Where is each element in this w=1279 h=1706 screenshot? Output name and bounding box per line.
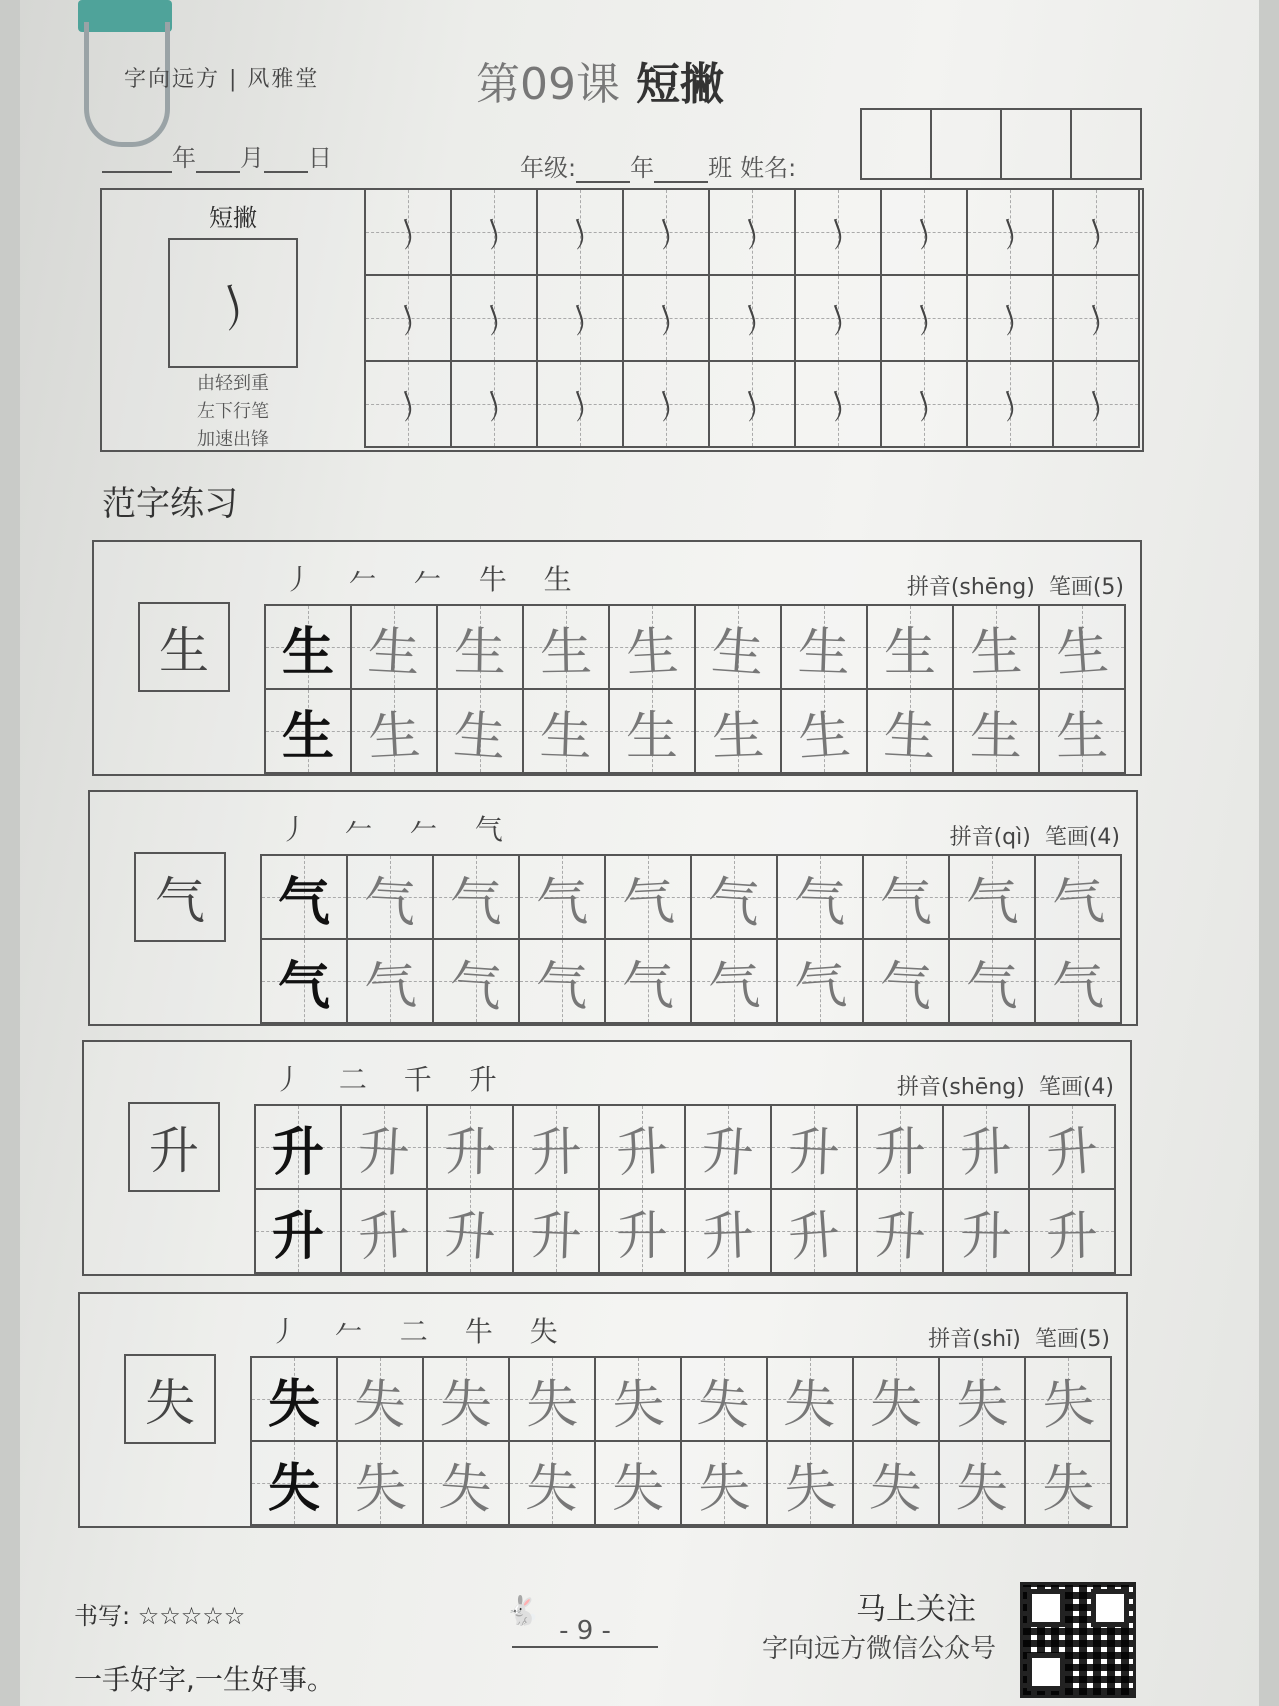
section-title: 范字练习: [102, 484, 238, 524]
handwritten-character: 气: [1051, 956, 1105, 1017]
stroke-practice-cell: [882, 190, 968, 276]
practice-cell: [940, 1442, 1026, 1526]
handwritten-character: 升: [441, 1204, 498, 1269]
handwritten-character: 生: [796, 621, 851, 684]
handwritten-character: 生: [538, 705, 593, 768]
character-practice-block: [82, 1040, 1132, 1276]
stroke-order: 丿 𠂉 𠂉 牛 生: [284, 563, 586, 596]
handwritten-character: 生: [969, 706, 1023, 767]
pinyin: 拼音(qì): [949, 825, 1031, 850]
practice-cell: [352, 690, 438, 774]
stroke-glyph: 丿: [473, 296, 517, 344]
lesson-name: 短撇: [636, 59, 724, 110]
practice-cell: [262, 856, 348, 940]
practice-cell: [686, 1190, 772, 1274]
practice-cell: [252, 1358, 338, 1442]
rating: 书写: ☆☆☆☆☆: [74, 1602, 246, 1630]
slogan: 一手好字,一生好事。: [74, 1663, 335, 1696]
handwritten-character: 升: [443, 1122, 497, 1183]
handwritten-character: 生: [796, 704, 853, 769]
pinyin-stroke-info: [950, 820, 1120, 851]
character-practice-block: [88, 790, 1138, 1026]
handwritten-character: 升: [786, 1204, 843, 1269]
practice-cell: [256, 1190, 342, 1274]
example-character: 升: [271, 1121, 324, 1183]
handwritten-character: 气: [792, 954, 849, 1019]
stroke-practice-cell: [452, 276, 538, 362]
stroke-glyph: 丿: [645, 210, 689, 258]
practice-cell: [950, 940, 1036, 1024]
handwritten-character: 升: [786, 1121, 841, 1184]
handwritten-character: 升: [1045, 1206, 1099, 1267]
practice-cell: [1040, 606, 1126, 690]
grade-class-line: 年级: 年 班 姓名:: [520, 154, 797, 182]
example-character: 气: [277, 871, 330, 933]
stroke-practice-cell: [1054, 190, 1140, 276]
pinyin: 拼音(shēng): [906, 575, 1035, 600]
stroke-order: 丿 𠂉 𠂉 气: [280, 813, 517, 846]
handwritten-character: 生: [366, 621, 422, 684]
practice-cell: [610, 606, 696, 690]
handwritten-character: 失: [697, 1457, 752, 1520]
stroke-practice-cell: [624, 276, 710, 362]
pinyin-stroke-info: [897, 1070, 1114, 1101]
handwritten-character: 升: [873, 1122, 926, 1183]
stroke-practice-cell: [452, 190, 538, 276]
practice-cell: [944, 1190, 1030, 1274]
lesson-title: [476, 48, 724, 112]
character-grid: [260, 854, 1122, 1024]
practice-cell: [428, 1106, 514, 1190]
practice-cell: [944, 1106, 1030, 1190]
example-character: 失: [267, 1373, 320, 1435]
stroke-glyph: 丿: [559, 210, 603, 258]
stroke-practice-cell: [452, 362, 538, 448]
stroke-practice-cell: [710, 362, 796, 448]
handwritten-character: 失: [955, 1373, 1010, 1436]
stroke-practice-cell: [538, 362, 624, 448]
page-number: - 9 -: [512, 1616, 658, 1648]
stroke-count: 笔画(5): [1048, 575, 1124, 600]
practice-cell: [514, 1190, 600, 1274]
handwritten-character: 升: [699, 1120, 756, 1185]
practice-cell: [854, 1442, 940, 1526]
model-character-box: 生: [138, 602, 230, 692]
practice-cell: [1036, 856, 1122, 940]
stroke-practice-cell: [968, 276, 1054, 362]
practice-cell: [696, 690, 782, 774]
stroke-glyph: 丿: [817, 210, 861, 258]
practice-cell: [262, 940, 348, 1024]
stroke-glyph: 丿: [559, 296, 603, 344]
brand-logo: 字向远方 | 风雅堂: [124, 67, 320, 92]
handwritten-character: 气: [792, 871, 847, 934]
practice-cell: [782, 690, 868, 774]
stroke-order: 丿 二 千 升: [274, 1063, 511, 1096]
account-text: 字向远方微信公众号: [762, 1634, 997, 1664]
handwritten-character: 生: [882, 705, 938, 768]
example-character: 生: [281, 705, 334, 767]
stroke-practice-cell: [796, 190, 882, 276]
stroke-glyph: 丿: [559, 382, 603, 430]
handwritten-character: 气: [362, 871, 418, 934]
stroke-practice-cell: [882, 276, 968, 362]
stroke-glyph: 丿: [473, 382, 517, 430]
model-character-box: 失: [124, 1354, 216, 1444]
practice-cell: [434, 940, 520, 1024]
practice-cell: [1026, 1442, 1112, 1526]
practice-cell: [682, 1442, 768, 1526]
practice-cell: [868, 690, 954, 774]
stroke-glyph: 丿: [989, 382, 1033, 430]
stroke-glyph: 丿: [645, 382, 689, 430]
practice-cell: [266, 606, 352, 690]
practice-cell: [510, 1442, 596, 1526]
handwritten-character: 升: [528, 1205, 583, 1268]
handwritten-character: 气: [449, 872, 503, 933]
handwritten-character: 失: [437, 1456, 494, 1521]
stroke-practice-cell: [710, 276, 796, 362]
practice-cell: [606, 856, 692, 940]
stroke-glyph: 丿: [387, 210, 431, 258]
practice-cell: [342, 1106, 428, 1190]
handwritten-character: 气: [534, 955, 589, 1018]
example-character: 气: [277, 955, 330, 1017]
practice-cell: [1030, 1190, 1116, 1274]
handwritten-character: 升: [356, 1205, 412, 1268]
practice-cell: [596, 1442, 682, 1526]
handwritten-character: 升: [1044, 1120, 1101, 1185]
handwritten-character: 生: [711, 705, 766, 768]
handwritten-character: 生: [625, 706, 678, 767]
handwritten-character: 失: [695, 1372, 752, 1437]
stroke-practice-cell: [538, 276, 624, 362]
rabbit-icon: 🐇: [505, 1594, 540, 1627]
stroke-practice-cell: [968, 362, 1054, 448]
stroke-practice-cell: [1054, 362, 1140, 448]
stroke-glyph: 丿: [817, 296, 861, 344]
practice-cell: [520, 940, 606, 1024]
practice-cell: [600, 1190, 686, 1274]
handwritten-character: 升: [959, 1206, 1013, 1267]
handwritten-character: 升: [615, 1206, 668, 1267]
practice-cell: [256, 1106, 342, 1190]
handwritten-character: 失: [1040, 1372, 1097, 1437]
handwritten-character: 失: [868, 1457, 924, 1520]
handwritten-character: 气: [878, 955, 934, 1018]
handwritten-character: 失: [439, 1374, 493, 1435]
stroke-glyph: 丿: [731, 210, 775, 258]
character-grid: [264, 604, 1126, 774]
stroke-glyph: 丿: [903, 382, 947, 430]
character-grid: [250, 1356, 1112, 1526]
practice-cell: [768, 1442, 854, 1526]
practice-cell: [348, 856, 434, 940]
handwritten-character: 升: [529, 1122, 583, 1183]
practice-cell: [686, 1106, 772, 1190]
name-boxes: [860, 108, 1142, 180]
stroke-count: 笔画(4): [1038, 1075, 1114, 1100]
lesson-number: 第09课: [476, 59, 620, 110]
example-character: 升: [271, 1205, 324, 1267]
handwritten-character: 失: [352, 1373, 408, 1436]
handwritten-character: 气: [620, 871, 676, 934]
qr-code-icon[interactable]: [1020, 1582, 1136, 1698]
stroke-practice-cell: [882, 362, 968, 448]
practice-cell: [1036, 940, 1122, 1024]
handwritten-character: 升: [701, 1205, 756, 1268]
practice-cell: [1030, 1106, 1116, 1190]
practice-cell: [438, 690, 524, 774]
handwritten-character: 生: [539, 622, 593, 683]
practice-cell: [868, 606, 954, 690]
practice-cell: [940, 1358, 1026, 1442]
handwritten-character: 失: [782, 1456, 839, 1521]
handwritten-character: 气: [879, 872, 932, 933]
example-character: 失: [267, 1457, 320, 1519]
stroke-practice-cell: [968, 190, 1054, 276]
handwritten-character: 生: [969, 621, 1024, 684]
handwritten-character: 升: [872, 1205, 928, 1268]
handwritten-character: 气: [965, 871, 1020, 934]
handwritten-character: 气: [965, 956, 1019, 1017]
handwritten-character: 生: [1055, 706, 1109, 767]
handwritten-character: 气: [362, 955, 418, 1018]
handwritten-character: 失: [610, 1373, 666, 1436]
handwritten-character: 失: [955, 1458, 1009, 1519]
stroke-glyph: 丿: [387, 296, 431, 344]
handwritten-character: 失: [352, 1457, 408, 1520]
practice-cell: [692, 940, 778, 1024]
model-character-box: 气: [134, 852, 226, 942]
practice-cell: [266, 690, 352, 774]
handwritten-character: 气: [1050, 870, 1107, 935]
stroke-glyph: 丿: [1075, 296, 1119, 344]
pinyin: 拼音(shī): [928, 1327, 1021, 1352]
practice-cell: [692, 856, 778, 940]
pinyin-stroke-info: [928, 1322, 1110, 1353]
handwritten-character: 失: [782, 1373, 837, 1436]
stroke-glyph: 丿: [903, 296, 947, 344]
practice-cell: [514, 1106, 600, 1190]
practice-cell: [778, 856, 864, 940]
example-character: 生: [281, 621, 334, 683]
stroke-practice-cell: [366, 190, 452, 276]
stroke-label: 短撇: [209, 204, 257, 232]
stroke-glyph: 丿: [731, 382, 775, 430]
handwritten-character: 生: [883, 622, 936, 683]
stroke-practice-cell: [710, 190, 796, 276]
character-grid: [254, 1104, 1116, 1274]
handwritten-character: 失: [869, 1374, 922, 1435]
stroke-count: 笔画(4): [1044, 825, 1120, 850]
stroke-practice-cell: [796, 276, 882, 362]
handwritten-character: 气: [447, 954, 504, 1019]
handwritten-character: 失: [525, 1374, 579, 1435]
practice-cell: [438, 606, 524, 690]
practice-cell: [864, 940, 950, 1024]
stroke-glyph: 丿: [817, 382, 861, 430]
practice-cell: [858, 1106, 944, 1190]
handwritten-character: 升: [959, 1121, 1014, 1184]
handwritten-character: 失: [524, 1457, 579, 1520]
practice-cell: [682, 1358, 768, 1442]
character-practice-block: [78, 1292, 1128, 1528]
character-practice-block: [92, 540, 1142, 776]
stroke-tips: 由轻到重 左下行笔 加速出锋: [197, 373, 269, 450]
practice-cell: [772, 1190, 858, 1274]
practice-cell: [434, 856, 520, 940]
pinyin-stroke-info: [907, 570, 1124, 601]
handwritten-character: 生: [453, 622, 507, 683]
practice-cell: [428, 1190, 514, 1274]
handwritten-character: 生: [709, 620, 766, 685]
pinyin: 拼音(shēng): [896, 1075, 1025, 1100]
practice-cell: [596, 1358, 682, 1442]
practice-cell: [600, 1106, 686, 1190]
stroke-practice-cell: [538, 190, 624, 276]
stroke-glyph: 丿: [1075, 382, 1119, 430]
stroke-glyph: 丿: [731, 296, 775, 344]
stroke-glyph: 丿: [387, 382, 431, 430]
stroke-practice-cell: [366, 362, 452, 448]
date-line: 年 月 日: [102, 138, 332, 173]
practice-cell: [1026, 1358, 1112, 1442]
practice-cell: [524, 690, 610, 774]
stroke-practice-cell: [1054, 276, 1140, 362]
stroke-glyph: 丿: [645, 296, 689, 344]
practice-cell: [772, 1106, 858, 1190]
practice-cell: [524, 606, 610, 690]
handwritten-character: 气: [705, 870, 762, 935]
practice-cell: [854, 1358, 940, 1442]
stroke-practice-cell: [624, 362, 710, 448]
handwritten-character: 升: [356, 1121, 412, 1184]
stroke-glyph: 丿: [903, 210, 947, 258]
handwritten-character: 生: [366, 705, 422, 768]
stroke-practice-cell: [366, 276, 452, 362]
handwritten-character: 生: [1054, 620, 1111, 685]
handwritten-character: 气: [535, 872, 589, 933]
practice-cell: [864, 856, 950, 940]
practice-cell: [424, 1358, 510, 1442]
stroke-glyph: 丿: [989, 296, 1033, 344]
handwritten-character: 升: [614, 1121, 670, 1184]
practice-cell: [252, 1442, 338, 1526]
stroke-practice-table: [100, 188, 1144, 452]
practice-cell: [954, 606, 1040, 690]
handwritten-character: 气: [621, 956, 674, 1017]
practice-cell: [348, 940, 434, 1024]
stroke-model-box: 丿: [168, 238, 298, 368]
model-character-box: 升: [128, 1102, 220, 1192]
stroke-glyph: 丿: [473, 210, 517, 258]
stroke-glyph: 丿: [989, 210, 1033, 258]
practice-cell: [858, 1190, 944, 1274]
practice-cell: [1040, 690, 1126, 774]
practice-cell: [950, 856, 1036, 940]
practice-cell: [954, 690, 1040, 774]
handwritten-character: 生: [624, 621, 680, 684]
practice-cell: [342, 1190, 428, 1274]
stroke-order: 丿 𠂉 二 牛 失: [270, 1315, 572, 1348]
stroke-practice-cell: [796, 362, 882, 448]
practice-cell: [424, 1442, 510, 1526]
stroke-count: 笔画(5): [1034, 1327, 1110, 1352]
practice-cell: [606, 940, 692, 1024]
practice-cell: [768, 1358, 854, 1442]
practice-cell: [782, 606, 868, 690]
practice-cell: [352, 606, 438, 690]
stroke-grid: [364, 188, 1140, 448]
follow-text: 马上关注: [856, 1592, 976, 1627]
practice-cell: [778, 940, 864, 1024]
practice-cell: [338, 1358, 424, 1442]
practice-cell: [610, 690, 696, 774]
practice-cell: [510, 1358, 596, 1442]
handwritten-character: 失: [611, 1458, 664, 1519]
practice-cell: [520, 856, 606, 940]
stroke-glyph: 丿: [1075, 210, 1119, 258]
handwritten-character: 生: [451, 704, 508, 769]
practice-cell: [696, 606, 782, 690]
practice-cell: [338, 1442, 424, 1526]
handwritten-character: 气: [707, 955, 762, 1018]
star-icons: ☆☆☆☆☆: [137, 1602, 246, 1630]
stroke-practice-cell: [624, 190, 710, 276]
handwritten-character: 失: [1041, 1458, 1095, 1519]
